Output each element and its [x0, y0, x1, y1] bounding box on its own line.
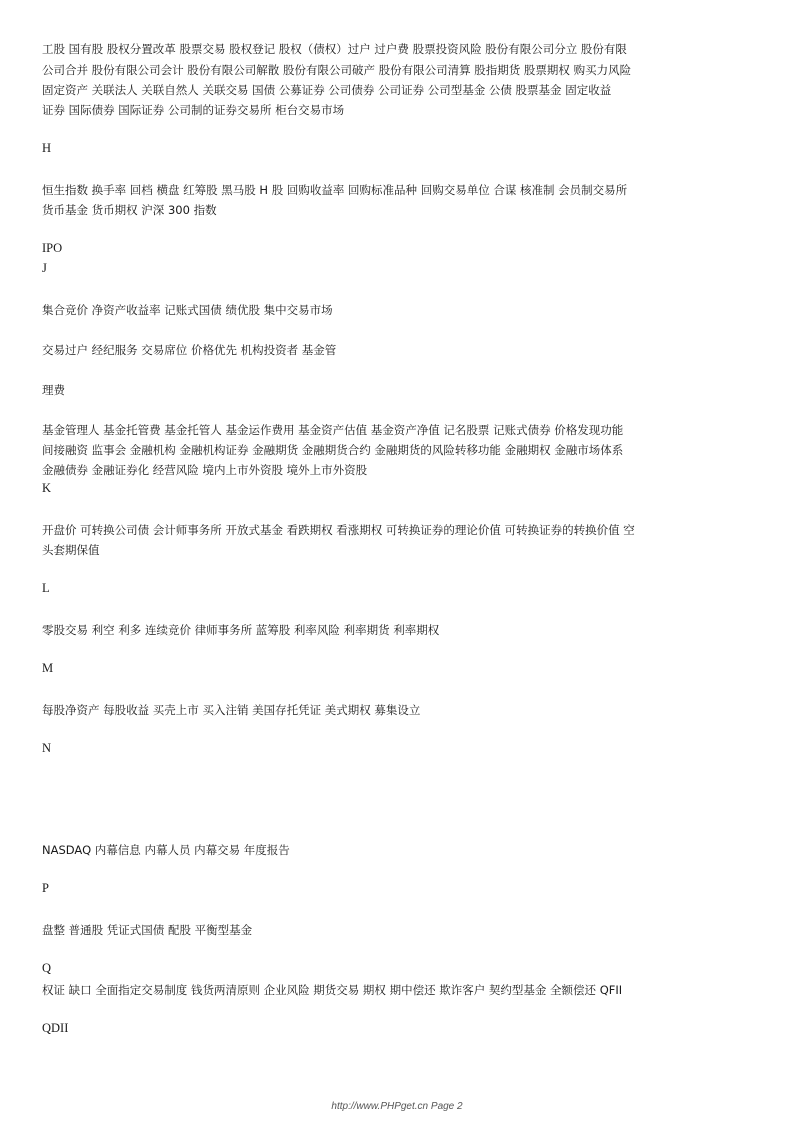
term-line: 固定资产 关联法人 关联自然人 关联交易 国债 公募证券 公司债券 公司证券 公司型基金 公债 股票基金 固定收益 — [42, 83, 612, 97]
term-line: 头套期保值 — [42, 543, 100, 557]
term-line: 每股净资产 每股收益 买壳上市 买入注销 美国存托凭证 美式期权 募集设立 — [42, 703, 421, 717]
term-line: 理费 — [42, 383, 65, 397]
section-letter: M — [42, 661, 54, 675]
section-letter: P — [42, 881, 49, 895]
term-line: 交易过户 经纪服务 交易席位 价格优先 机构投资者 基金管 — [42, 343, 337, 357]
term-line: 集合竞价 净资产收益率 记账式国债 绩优股 集中交易市场 — [42, 303, 333, 317]
term-line: 间接融资 监事会 金融机构 金融机构证券 金融期货 金融期货合约 金融期货的风险转移功能 金融期权 金融市场体系 — [42, 443, 624, 457]
term-line: 开盘价 可转换公司债 会计师事务所 开放式基金 看跌期权 看涨期权 可转换证券的理论价值 可转换证券的转换价值 空 — [42, 523, 635, 537]
section-letter: Q — [42, 961, 52, 975]
term-line: 权证 缺口 全面指定交易制度 钱货两清原则 企业风险 期货交易 期权 期中偿还 欺诈客户 契约型基金 全额偿还 QFII — [42, 983, 623, 997]
term-line: 恒生指数 换手率 回档 横盘 红筹股 黑马股 H 股 回购收益率 回购标准品种 回购交易单位 合谋 核准制 会员制交易所 — [42, 183, 628, 197]
page-footer: http://www.PHPget.cn Page 2 — [331, 1101, 463, 1112]
section-letter: N — [42, 741, 52, 755]
section-letter: IPO — [42, 241, 63, 255]
section-letter: K — [42, 481, 52, 495]
section-letter: H — [42, 141, 52, 155]
section-letter: QDII — [42, 1021, 69, 1035]
term-line: 工股 国有股 股权分置改革 股票交易 股权登记 股权（债权）过户 过户费 股票投资风险 股份有限公司分立 股份有限 — [42, 42, 627, 56]
section-letter: J — [42, 261, 47, 275]
term-line: 货币基金 货币期权 沪深 300 指数 — [42, 203, 217, 217]
term-line: 零股交易 利空 利多 连续竞价 律师事务所 蓝筹股 利率风险 利率期货 利率期权 — [42, 623, 440, 637]
term-line: 公司合并 股份有限公司会计 股份有限公司解散 股份有限公司破产 股份有限公司清算 股指期货 股票期权 购买力风险 — [42, 63, 632, 77]
term-line: 盘整 普通股 凭证式国债 配股 平衡型基金 — [42, 923, 253, 937]
section-letter: L — [42, 581, 50, 595]
term-line: 证券 国际债券 国际证券 公司制的证券交易所 柜台交易市场 — [42, 103, 345, 117]
term-line: 基金管理人 基金托管费 基金托管人 基金运作费用 基金资产估值 基金资产净值 记名股票 记账式债券 价格发现功能 — [42, 423, 624, 437]
term-line: NASDAQ 内幕信息 内幕人员 内幕交易 年度报告 — [42, 843, 290, 857]
term-line: 金融债券 金融证券化 经营风险 境内上市外资股 境外上市外资股 — [42, 463, 368, 477]
